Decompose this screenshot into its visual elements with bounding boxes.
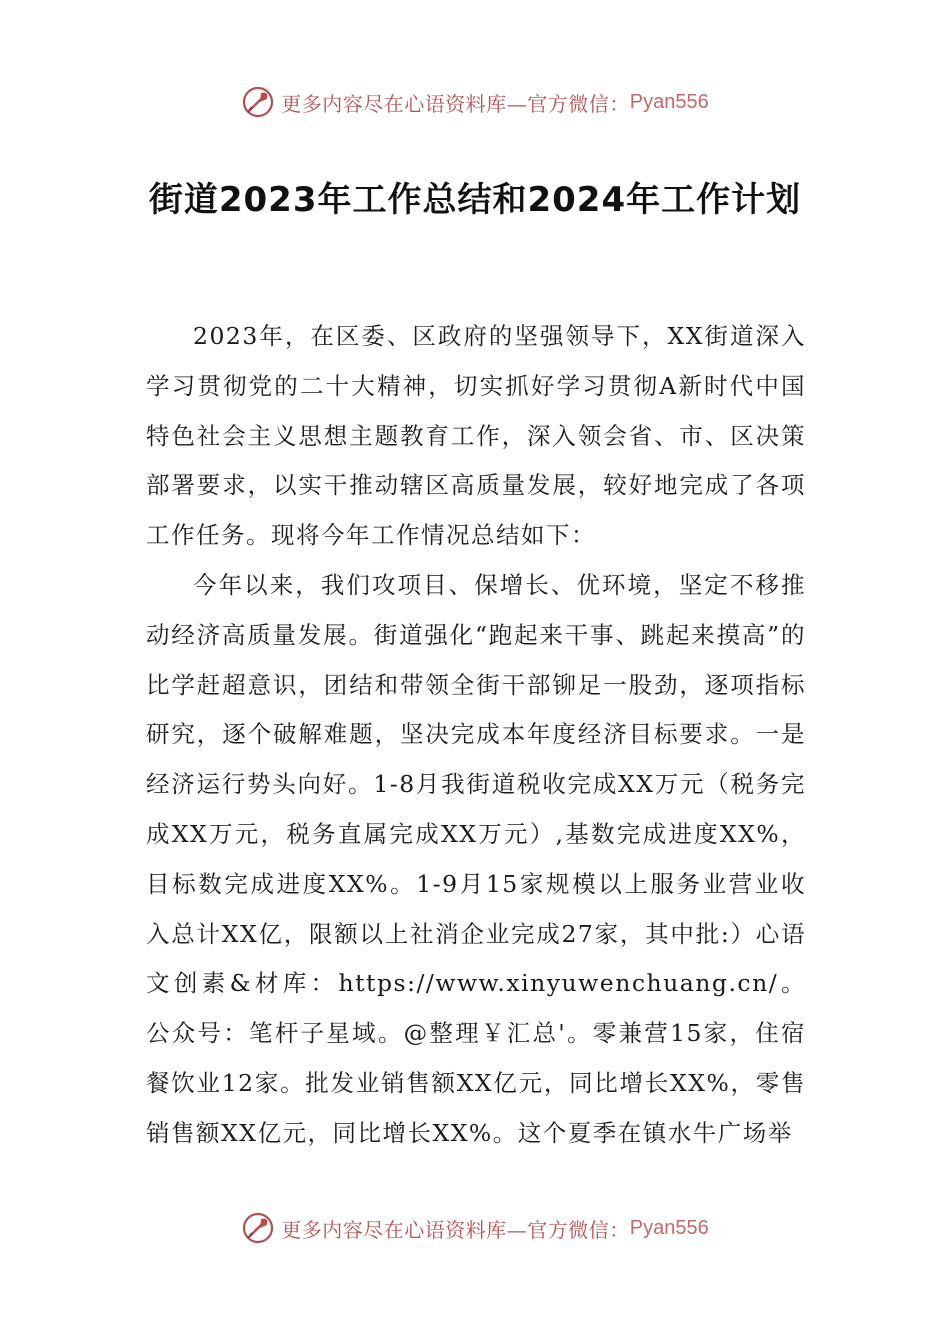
watermark-text: 更多内容尽在心语资料库—官方微信：	[281, 91, 630, 116]
watermark-banner-bottom	[0, 1208, 950, 1248]
watermark-handle: Pyan556	[629, 1216, 709, 1239]
document-title: 街道2023年工作总结和2024年工作计划	[148, 180, 802, 220]
quill-logo-icon	[241, 85, 275, 119]
quill-logo-icon	[241, 1211, 275, 1245]
paragraph: 2023年，在区委、区政府的坚强领导下，XX街道深入学习贯彻党的二十大精神，切实抓好学习贯彻A新时代中国特色社会主义思想主题教育工作，深入领会省、市、区决策部署要求，以实干推动辖区高质量发展，较好地完成了各项工作任务。现将今年工作情况总结如下：	[146, 322, 806, 550]
paragraph: 今年以来，我们攻项目、保增长、优环境，坚定不移推动经济高质量发展。街道强化“跑起来干事、跳起来摸高”的比学赶超意识，团结和带领全街干部铆足一股劲，逐项指标研究，逐个破解难题，坚决完成本年度经济目标要求。一是经济运行势头向好。1-8月我街道税收完成XX万元（税务完成XX万元，税务直属完成XX万元）,基数完成进度XX%，目标数完成进度XX%。1-9月15家规模以上服务业营业收入总计XX亿，限额以上社消企业完成27家，其中批:）心语文创素&材库：https://www.xinyuwenchuang.cn/。公众号：笔杆子星域。@整理￥汇总'。零兼营15家，住宿餐饮业12家。批发业销售额XX亿元，同比增长XX%，零售销售额XX亿元，同比增长XX%。这个夏季在镇水牛广场举	[146, 570, 806, 1147]
document-body	[146, 312, 806, 1159]
watermark-banner-top	[0, 82, 950, 122]
watermark-handle: Pyan556	[629, 90, 709, 113]
watermark-text: 更多内容尽在心语资料库—官方微信：	[281, 1217, 630, 1242]
